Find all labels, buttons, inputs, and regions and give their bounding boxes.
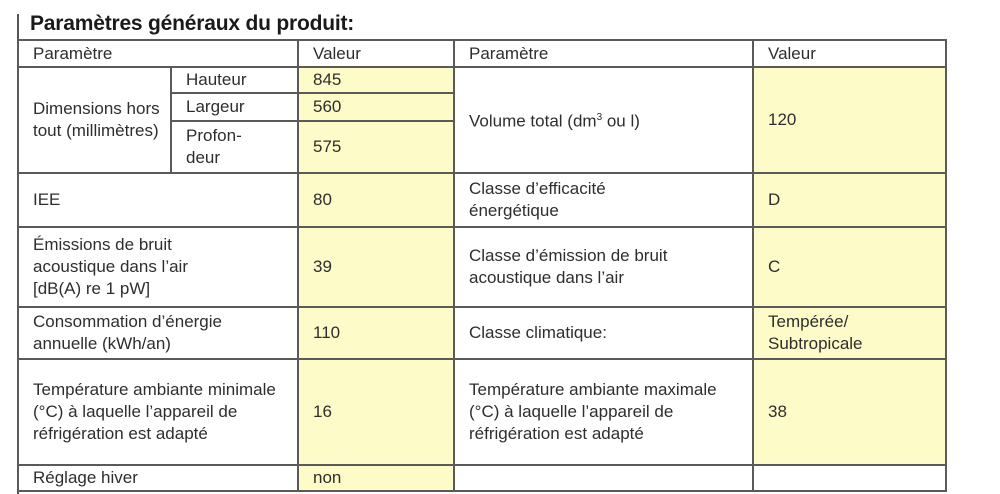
height-value: 845 [298, 67, 454, 93]
max-temp-value: 38 [753, 359, 946, 465]
min-temp-value: 16 [298, 359, 454, 465]
max-temp-label: Température ambiante maximale (°C) à laquelle l’appareil de réfrigération est adapté [454, 359, 753, 465]
noise-value: 39 [298, 227, 454, 307]
table-row [18, 359, 946, 465]
energy-class-value: D [753, 173, 946, 227]
header-param-right: Paramètre [454, 40, 753, 67]
width-value: 560 [298, 93, 454, 121]
product-parameters-table [17, 39, 947, 492]
iee-value: 80 [298, 173, 454, 227]
winter-label: Réglage hiver [18, 465, 298, 491]
table-header-row [18, 40, 946, 67]
header-value-left: Valeur [298, 40, 454, 67]
noise-class-label: Classe d’émission de bruit acoustique dans l’air [454, 227, 753, 307]
iee-label: IEE [18, 173, 298, 227]
noise-label: Émissions de bruit acoustique dans l’air [dB(A) re 1 pW] [18, 227, 298, 307]
table-row [18, 227, 946, 307]
table-row [18, 465, 946, 491]
section-title: Paramètres généraux du produit: [30, 12, 355, 35]
consumption-label: Consommation d’énergie annuelle (kWh/an) [18, 307, 298, 359]
volume-value: 120 [753, 67, 946, 173]
consumption-value: 110 [298, 307, 454, 359]
noise-class-value: C [753, 227, 946, 307]
min-temp-label: Température ambiante minimale (°C) à laquelle l’appareil de réfrigération est adapté [18, 359, 298, 465]
header-value-right: Valeur [753, 40, 946, 67]
climate-class-value: Tempérée/ Subtropicale [753, 307, 946, 359]
winter-value: non [298, 465, 454, 491]
table-row [18, 67, 946, 93]
volume-label: Volume total ($dm^3$ ou l) [454, 67, 753, 173]
width-label: Largeur [171, 93, 298, 121]
height-label: Hauteur [171, 67, 298, 93]
table-row [18, 307, 946, 359]
empty-param-cell [454, 465, 753, 491]
energy-class-label: Classe d’efficacité énergétique [454, 173, 753, 227]
depth-value: 575 [298, 121, 454, 173]
header-param-left: Paramètre [18, 40, 298, 67]
dimensions-label: Dimensions hors tout (millimètres) [18, 67, 171, 173]
climate-class-label: Classe climatique: [454, 307, 753, 359]
depth-label: Profon-deur [171, 121, 298, 173]
empty-value-cell [753, 465, 946, 491]
table-row [18, 173, 946, 227]
